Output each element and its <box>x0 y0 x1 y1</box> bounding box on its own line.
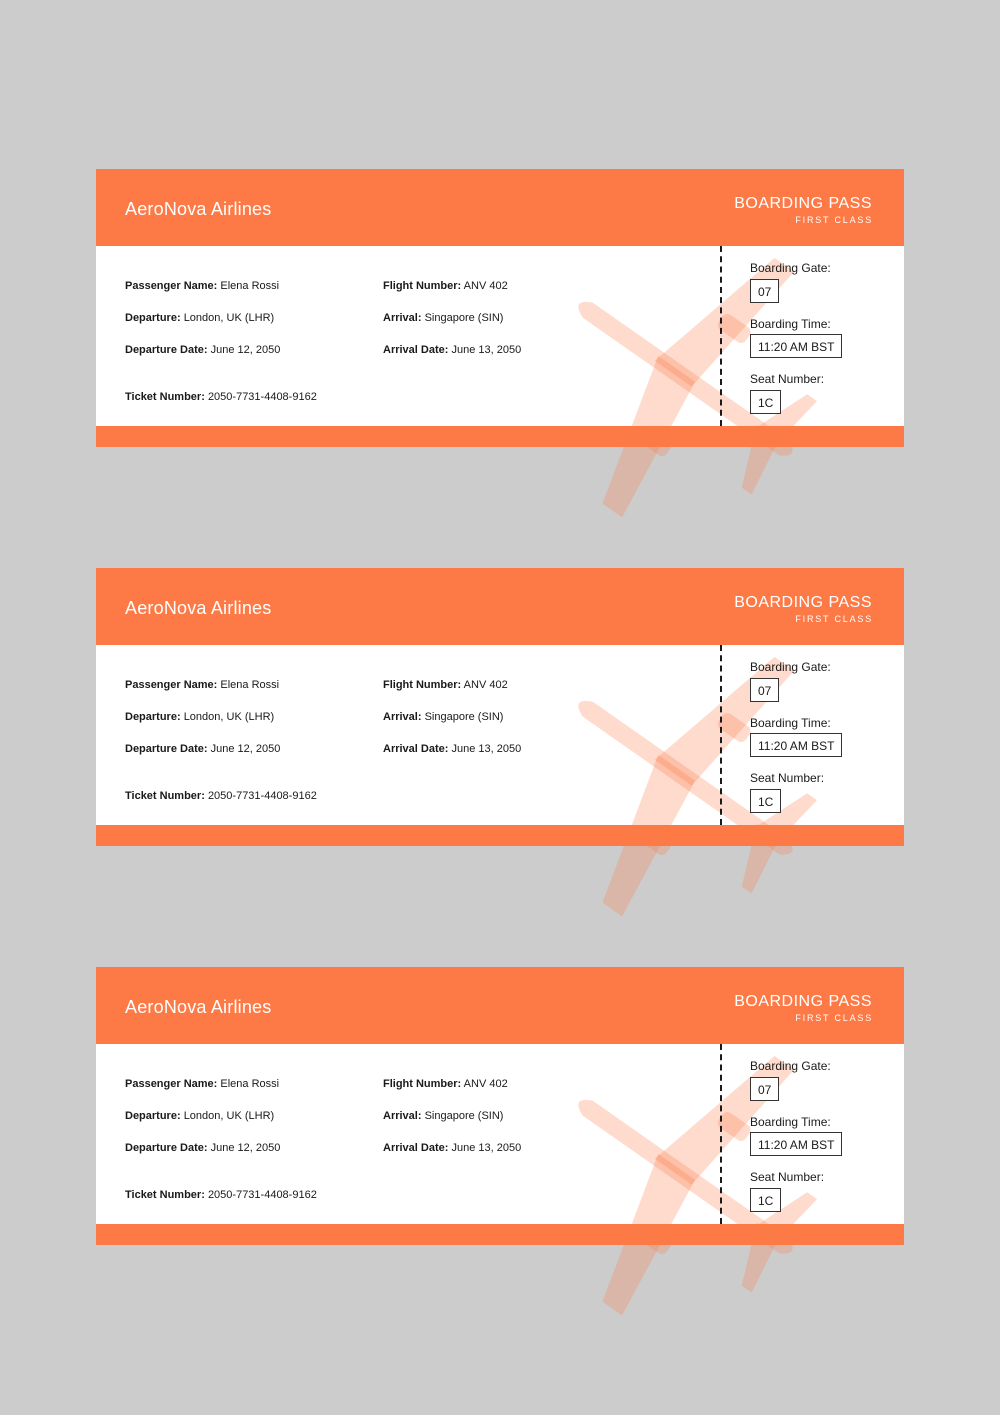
arrival-date <box>383 1142 521 1154</box>
boarding-gate-label: Boarding Gate: <box>750 261 831 275</box>
ticket-number-label: Ticket Number: <box>125 1189 205 1201</box>
ticket-number <box>125 391 317 403</box>
arrival-date <box>383 743 521 755</box>
airline-name: AeroNova Airlines <box>125 598 272 618</box>
boarding-time-value: 11:20 AM BST <box>750 334 842 358</box>
passenger-name-value: Elena Rossi <box>220 679 280 691</box>
arrival <box>383 312 503 324</box>
departure-value: London, UK (LHR) <box>183 711 275 723</box>
arrival-date-label: Arrival Date: <box>383 1142 449 1154</box>
passenger-name <box>125 280 279 292</box>
boarding-gate-value: 07 <box>750 1077 779 1101</box>
travel-class: FIRST CLASS <box>795 215 873 225</box>
airline-name: AeroNova Airlines <box>125 997 272 1017</box>
perforation-line <box>720 1044 722 1224</box>
boarding-time-label: Boarding Time: <box>750 1115 831 1129</box>
boarding-pass-3 <box>96 967 904 1245</box>
arrival-label: Arrival: <box>383 312 422 324</box>
boarding-gate-label: Boarding Gate: <box>750 1059 831 1073</box>
departure-date-label: Departure Date: <box>125 1142 208 1154</box>
arrival-value: Singapore (SIN) <box>424 1110 504 1122</box>
ticket-number-value: 2050-7731-4408-9162 <box>207 1189 317 1201</box>
passenger-name-label: Passenger Name: <box>125 280 218 292</box>
departure-date-label: Departure Date: <box>125 344 208 356</box>
ticket-header <box>96 967 904 1044</box>
boarding-time-value: 11:20 AM BST <box>750 733 842 757</box>
ticket-footer <box>96 1224 904 1245</box>
arrival-date-value: June 13, 2050 <box>451 344 522 356</box>
departure <box>125 312 274 324</box>
passenger-name-value: Elena Rossi <box>220 280 280 292</box>
departure-date-label: Departure Date: <box>125 743 208 755</box>
flight-number-value: ANV 402 <box>463 1078 508 1090</box>
flight-number <box>383 679 508 691</box>
seat-number-value: 1C <box>750 789 781 813</box>
arrival <box>383 711 503 723</box>
boarding-pass-1 <box>96 169 904 447</box>
boarding-gate-value: 07 <box>750 279 779 303</box>
departure-date <box>125 344 280 356</box>
ticket-number-label: Ticket Number: <box>125 790 205 802</box>
ticket-number-value: 2050-7731-4408-9162 <box>207 790 317 802</box>
departure <box>125 711 274 723</box>
ticket-footer <box>96 825 904 846</box>
ticket-header <box>96 169 904 246</box>
boarding-time-label: Boarding Time: <box>750 716 831 730</box>
travel-class: FIRST CLASS <box>795 614 873 624</box>
boarding-pass-title: BOARDING PASS <box>734 195 872 212</box>
departure-label: Departure: <box>125 312 181 324</box>
passenger-name <box>125 1078 279 1090</box>
arrival-date-label: Arrival Date: <box>383 344 449 356</box>
departure-date <box>125 743 280 755</box>
ticket-header <box>96 568 904 645</box>
ticket-number-label: Ticket Number: <box>125 391 205 403</box>
arrival-date-value: June 13, 2050 <box>451 743 522 755</box>
seat-number-label: Seat Number: <box>750 771 825 785</box>
passenger-name-value: Elena Rossi <box>220 1078 280 1090</box>
boarding-gate-value: 07 <box>750 678 779 702</box>
arrival-value: Singapore (SIN) <box>424 711 504 723</box>
ticket-footer <box>96 426 904 447</box>
perforation-line <box>720 645 722 825</box>
flight-number-value: ANV 402 <box>463 679 508 691</box>
seat-number-label: Seat Number: <box>750 372 825 386</box>
arrival-label: Arrival: <box>383 1110 422 1122</box>
arrival-date-label: Arrival Date: <box>383 743 449 755</box>
passenger-name <box>125 679 279 691</box>
departure-date <box>125 1142 280 1154</box>
boarding-pass-title: BOARDING PASS <box>734 993 872 1010</box>
arrival-date-value: June 13, 2050 <box>451 1142 522 1154</box>
departure-value: London, UK (LHR) <box>183 312 275 324</box>
departure <box>125 1110 274 1122</box>
travel-class: FIRST CLASS <box>795 1013 873 1023</box>
flight-number-label: Flight Number: <box>383 1078 462 1090</box>
passenger-name-label: Passenger Name: <box>125 1078 218 1090</box>
boarding-pass-title: BOARDING PASS <box>734 594 872 611</box>
ticket-number-value: 2050-7731-4408-9162 <box>207 391 317 403</box>
boarding-pass-2 <box>96 568 904 846</box>
seat-number-label: Seat Number: <box>750 1170 825 1184</box>
arrival-date <box>383 344 521 356</box>
departure-label: Departure: <box>125 1110 181 1122</box>
boarding-gate-label: Boarding Gate: <box>750 660 831 674</box>
flight-number-label: Flight Number: <box>383 280 462 292</box>
arrival-value: Singapore (SIN) <box>424 312 504 324</box>
seat-number-value: 1C <box>750 390 781 414</box>
departure-date-value: June 12, 2050 <box>210 344 281 356</box>
boarding-time-label: Boarding Time: <box>750 317 831 331</box>
flight-number-value: ANV 402 <box>463 280 508 292</box>
ticket-number <box>125 790 317 802</box>
boarding-time-value: 11:20 AM BST <box>750 1132 842 1156</box>
departure-date-value: June 12, 2050 <box>210 1142 281 1154</box>
passenger-name-label: Passenger Name: <box>125 679 218 691</box>
arrival <box>383 1110 503 1122</box>
departure-date-value: June 12, 2050 <box>210 743 281 755</box>
flight-number <box>383 280 508 292</box>
perforation-line <box>720 246 722 426</box>
flight-number <box>383 1078 508 1090</box>
airline-name: AeroNova Airlines <box>125 199 272 219</box>
flight-number-label: Flight Number: <box>383 679 462 691</box>
departure-label: Departure: <box>125 711 181 723</box>
ticket-number <box>125 1189 317 1201</box>
departure-value: London, UK (LHR) <box>183 1110 275 1122</box>
arrival-label: Arrival: <box>383 711 422 723</box>
seat-number-value: 1C <box>750 1188 781 1212</box>
